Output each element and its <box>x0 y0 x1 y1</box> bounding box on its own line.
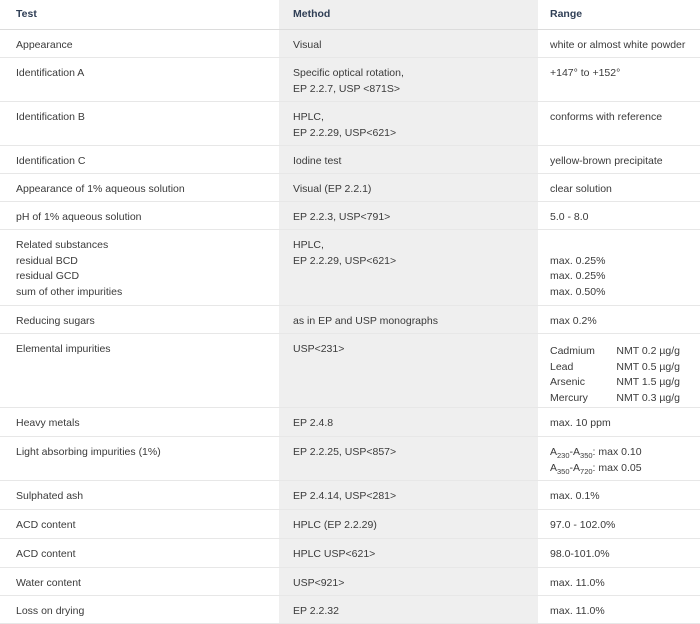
test-cell <box>0 202 279 230</box>
method-cell-line: HPLC, <box>293 111 324 123</box>
range-cell-line: yellow-brown precipitate <box>550 155 663 167</box>
range-cell <box>538 596 700 624</box>
method-cell-line: Iodine test <box>293 155 342 167</box>
test-cell <box>0 510 279 539</box>
test-cell <box>0 334 279 408</box>
range-cell-line: max. 0.50% <box>550 285 606 298</box>
test-cell-line: Appearance of 1% aqueous solution <box>16 183 185 195</box>
test-cell-line: pH of 1% aqueous solution <box>16 211 142 223</box>
method-cell-line: EP 2.2.7, USP <871S> <box>293 82 401 95</box>
element-name: Arsenic <box>550 376 586 388</box>
abs-sub1: 350 <box>557 466 570 476</box>
range-cell <box>538 408 700 437</box>
method-cell <box>279 510 538 539</box>
method-cell-line: EP 2.4.14, USP<281> <box>293 490 397 502</box>
test-cell-line: Related substances <box>16 239 109 251</box>
elemental-limit <box>550 344 680 360</box>
test-cell-line: Reducing sugars <box>16 315 95 327</box>
element-limit: NMT 0.5 µg/g <box>616 360 680 373</box>
abs-dash: -A <box>569 446 581 458</box>
abs-sub1: 230 <box>557 451 570 461</box>
method-cell <box>279 174 538 202</box>
range-cell <box>538 58 700 102</box>
test-cell <box>0 596 279 624</box>
table-row <box>0 596 700 624</box>
range-cell-line: max. 10 ppm <box>550 417 611 429</box>
range-cell <box>538 437 700 481</box>
method-cell <box>279 202 538 230</box>
test-cell <box>0 481 279 510</box>
range-cell-line: clear solution <box>550 183 612 195</box>
method-cell <box>279 481 538 510</box>
method-cell-line: as in EP and USP monographs <box>293 315 438 327</box>
abs-sub2: 350 <box>580 451 593 461</box>
table-row <box>0 334 700 408</box>
table-row <box>0 30 700 58</box>
test-cell <box>0 230 279 306</box>
method-cell <box>279 230 538 306</box>
test-cell <box>0 146 279 174</box>
range-cell <box>538 568 700 596</box>
range-cell <box>538 481 700 510</box>
element-limit: NMT 0.3 µg/g <box>616 391 680 404</box>
method-cell-line: EP 2.2.29, USP<621> <box>293 126 397 139</box>
method-cell <box>279 58 538 102</box>
table-row <box>0 481 700 510</box>
element-name: Cadmium <box>550 345 595 357</box>
range-cell-line: max. 0.25% <box>550 254 606 267</box>
table-row <box>0 539 700 568</box>
method-cell-line: EP 2.4.8 <box>293 417 334 429</box>
test-cell-line: Identification A <box>16 67 85 79</box>
table-row <box>0 408 700 437</box>
elemental-limit <box>550 360 680 376</box>
element-name: Mercury <box>550 391 588 404</box>
elemental-limit <box>550 391 680 407</box>
abs-value: : max 0.05 <box>592 461 642 474</box>
test-cell <box>0 102 279 146</box>
method-cell <box>279 30 538 58</box>
range-cell-line: 5.0 - 8.0 <box>550 211 589 223</box>
test-cell <box>0 568 279 596</box>
method-cell <box>279 102 538 146</box>
method-cell-line: HPLC (EP 2.2.29) <box>293 519 377 531</box>
abs-value: : max 0.10 <box>592 446 642 458</box>
method-cell-line: USP<921> <box>293 577 345 589</box>
range-cell-line <box>550 238 700 254</box>
table-row <box>0 146 700 174</box>
range-cell-line: +147° to +152° <box>550 67 621 79</box>
method-cell-line: Specific optical rotation, <box>293 67 404 79</box>
test-cell-line: residual GCD <box>16 270 80 282</box>
test-cell-line: Heavy metals <box>16 417 80 429</box>
header-range: Range <box>538 0 700 30</box>
test-cell <box>0 539 279 568</box>
header-method: Method <box>279 0 538 30</box>
test-cell-line: Sulphated ash <box>16 490 84 502</box>
table-row <box>0 174 700 202</box>
table-header-row <box>0 0 700 30</box>
test-cell-line: Identification B <box>16 111 85 123</box>
table-row <box>0 510 700 539</box>
method-cell-line: Visual (EP 2.2.1) <box>293 183 372 195</box>
table-row <box>0 202 700 230</box>
test-cell <box>0 306 279 334</box>
element-limit: NMT 0.2 µg/g <box>616 345 680 357</box>
abs-sub2: 720 <box>580 466 593 476</box>
range-cell <box>538 174 700 202</box>
method-cell-line: Visual <box>293 39 322 51</box>
element-limit: NMT 1.5 µg/g <box>616 376 680 388</box>
range-cell <box>538 102 700 146</box>
method-cell <box>279 146 538 174</box>
element-name: Lead <box>550 360 574 373</box>
test-cell <box>0 58 279 102</box>
test-cell-line: ACD content <box>16 548 76 560</box>
table-row <box>0 437 700 481</box>
table-row <box>0 102 700 146</box>
method-cell-line: EP 2.2.25, USP<857> <box>293 446 397 458</box>
elemental-limit <box>550 375 680 391</box>
method-cell-line: HPLC, <box>293 239 324 251</box>
range-cell-line: conforms with reference <box>550 111 663 123</box>
method-cell <box>279 596 538 624</box>
range-cell <box>538 334 700 408</box>
range-cell-line: 97.0 - 102.0% <box>550 519 616 531</box>
range-cell <box>538 30 700 58</box>
method-cell <box>279 334 538 408</box>
range-cell <box>538 230 700 306</box>
range-cell-line: max 0.2% <box>550 315 597 327</box>
table-row <box>0 568 700 596</box>
absorbance-limit <box>550 461 700 477</box>
range-cell <box>538 539 700 568</box>
test-cell <box>0 30 279 58</box>
test-cell-line: Loss on drying <box>16 605 85 617</box>
test-cell-line: sum of other impurities <box>16 285 123 298</box>
method-cell <box>279 568 538 596</box>
method-cell <box>279 306 538 334</box>
test-cell-line: Elemental impurities <box>16 343 111 355</box>
test-cell <box>0 437 279 481</box>
range-cell-line: max. 11.0% <box>550 577 605 589</box>
method-cell-line: HPLC USP<621> <box>293 548 376 560</box>
absorbance-limit <box>550 445 700 461</box>
header-test: Test <box>0 0 279 30</box>
test-cell-line: Water content <box>16 577 81 589</box>
method-cell-line: EP 2.2.3, USP<791> <box>293 211 391 223</box>
method-cell-line: USP<231> <box>293 343 345 355</box>
range-cell-line: max. 11.0% <box>550 605 605 617</box>
range-cell-line: max. 0.25% <box>550 270 606 282</box>
abs-symbol: A <box>550 461 558 474</box>
table-row <box>0 58 700 102</box>
table-row <box>0 230 700 306</box>
method-cell-line: EP 2.2.32 <box>293 605 339 617</box>
table-row <box>0 306 700 334</box>
test-cell <box>0 408 279 437</box>
abs-dash: -A <box>569 461 581 474</box>
test-cell-line: ACD content <box>16 519 76 531</box>
range-cell <box>538 510 700 539</box>
test-cell-line: Appearance <box>16 39 73 51</box>
test-cell-line: residual BCD <box>16 254 78 267</box>
range-cell-line: 98.0-101.0% <box>550 548 610 560</box>
method-cell-line: EP 2.2.29, USP<621> <box>293 254 397 267</box>
test-cell <box>0 174 279 202</box>
range-cell <box>538 306 700 334</box>
test-cell-line: Light absorbing impurities (1%) <box>16 446 161 458</box>
abs-symbol: A <box>550 446 558 458</box>
method-cell <box>279 539 538 568</box>
test-cell-line: Identification C <box>16 155 86 167</box>
method-cell <box>279 408 538 437</box>
range-cell-line: max. 0.1% <box>550 490 600 502</box>
range-cell <box>538 146 700 174</box>
range-cell-line: white or almost white powder <box>550 39 686 51</box>
method-cell <box>279 437 538 481</box>
range-cell <box>538 202 700 230</box>
